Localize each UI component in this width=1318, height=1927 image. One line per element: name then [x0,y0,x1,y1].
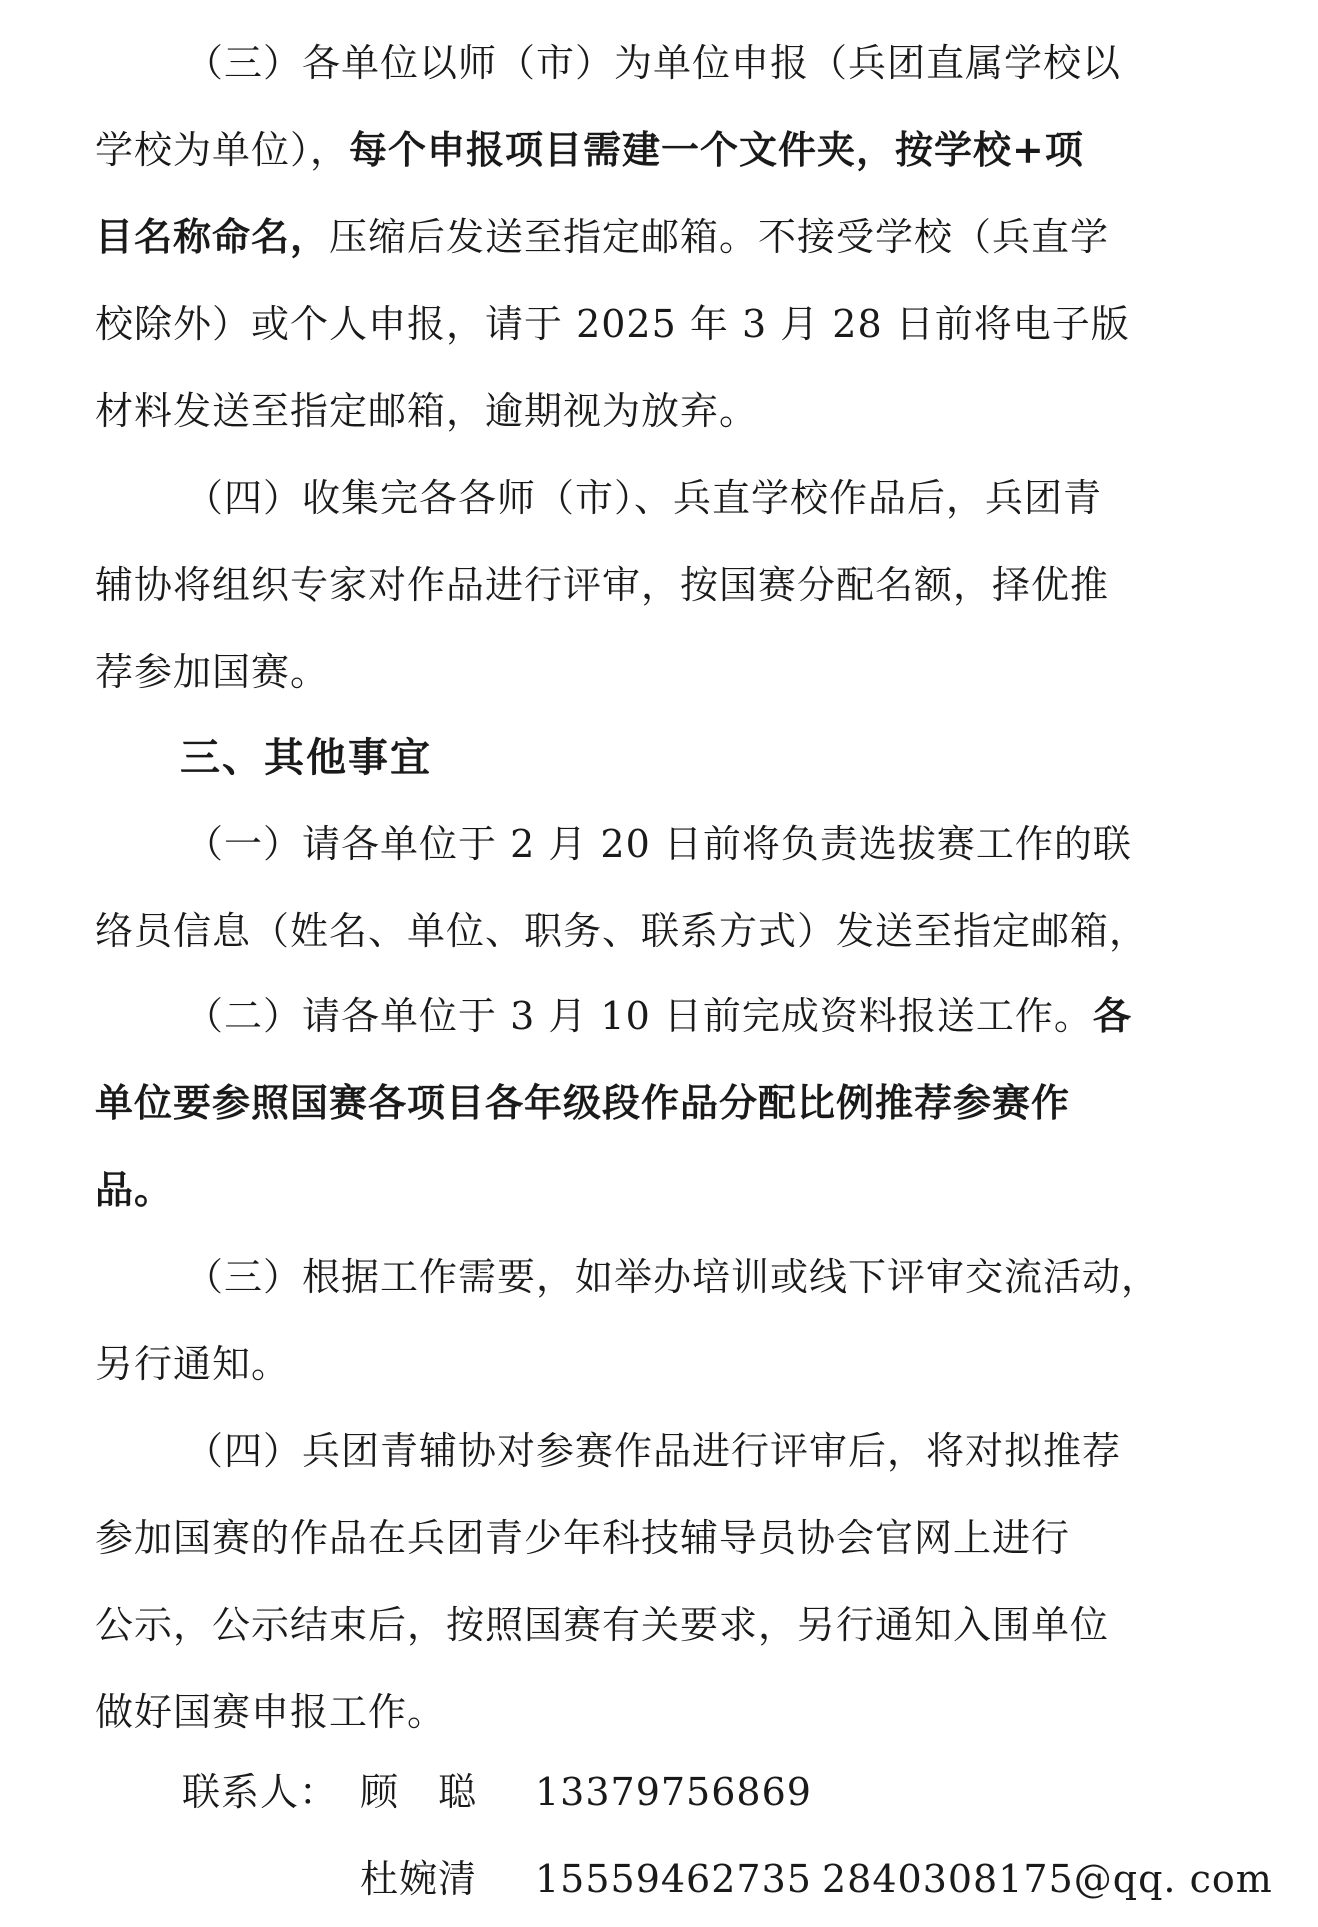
text: 辅协将组织专家对作品进行评审，按国赛分配名额，择优推 [95,563,1110,607]
paragraph-line [95,1342,1235,1386]
text: （四）兵团青辅协对参赛作品进行评审后，将对拟推荐 [185,1429,1122,1473]
paragraph-line [95,1168,1235,1212]
contact-email: 2840308175@qq. com [822,1857,1273,1901]
paragraph-line [185,822,1318,866]
paragraph-line [185,41,1318,85]
bold-text: 目名称命名， [95,214,330,259]
contact-name: 顾 聪 [360,1770,478,1814]
section-heading: 三、其他事宜 [180,735,432,781]
paragraph-line [95,1603,1235,1647]
paragraph-line [95,128,1235,172]
paragraph-line [95,389,1235,433]
text: （四）收集完各各师（市）、兵直学校作品后，兵团青 [185,476,1103,520]
bold-text: 各 [1092,993,1132,1038]
text: （一）请各单位于 2 月 20 日前将负责选拔赛工作的联 [185,822,1132,866]
text: 材料发送至指定邮箱，逾期视为放弃。 [95,389,759,433]
text: 参加国赛的作品在兵团青少年科技辅导员协会官网上进行 [95,1516,1071,1560]
contact-phone: 15559462735 [535,1857,812,1901]
text: （三）各单位以师（市）为单位申报（兵团直属学校以 [185,41,1122,85]
text: 另行通知。 [95,1342,291,1386]
bold-text: 品。 [95,1167,174,1212]
paragraph-line [185,1429,1318,1473]
text: 校除外）或个人申报，请于 2025 年 3 月 28 日前将电子版 [95,302,1130,346]
paragraph-line [185,476,1318,520]
paragraph-line [185,1255,1318,1299]
paragraph-line [95,909,1235,953]
paragraph-line [95,302,1235,346]
text: 公示，公示结束后，按照国赛有关要求，另行通知入围单位 [95,1603,1110,1647]
text: 络员信息（姓名、单位、职务、联系方式）发送至指定邮箱， [95,909,1149,953]
text: 学校为单位）， [95,128,350,172]
contact-label: 联系人： [182,1770,339,1814]
text: 压缩后发送至指定邮箱。不接受学校（兵直学 [329,215,1110,259]
paragraph-line [95,563,1235,607]
bold-text: 单位要参照国赛各项目各年级段作品分配比例推荐参赛作 [95,1080,1071,1125]
text: 荐参加国赛。 [95,650,330,694]
text: （三）根据工作需要，如举办培训或线下评审交流活动， [185,1255,1161,1299]
text: 做好国赛申报工作。 [95,1690,447,1734]
contact-phone: 13379756869 [535,1770,812,1814]
bold-text: 每个申报项目需建一个文件夹，按学校+项 [349,127,1084,172]
paragraph-line [95,1690,1235,1734]
text: （二）请各单位于 3 月 10 日前完成资料报送工作。 [185,994,1093,1038]
paragraph-line [95,650,1235,694]
paragraph-line [95,1081,1235,1125]
contact-name: 杜婉清 [360,1857,478,1901]
paragraph-line [185,994,1318,1038]
paragraph-line [95,1516,1235,1560]
paragraph-line [95,215,1235,259]
